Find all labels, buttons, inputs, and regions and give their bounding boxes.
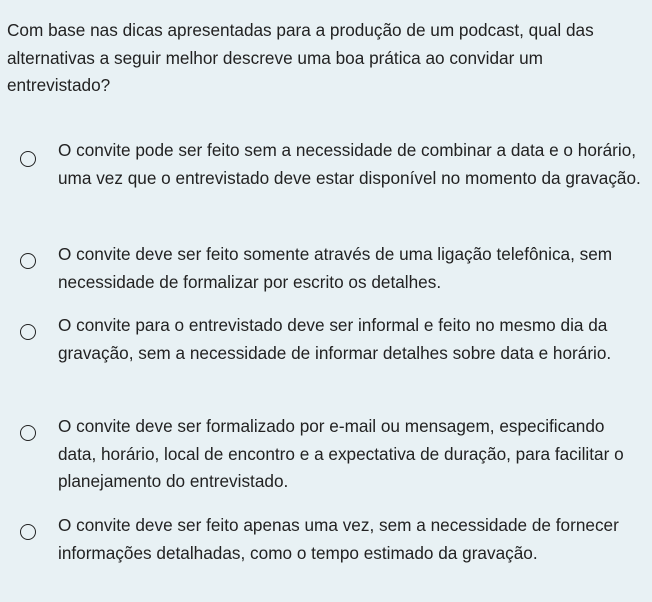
answer-option-1-label: O convite pode ser feito sem a necessidade de combinar a data e o horário, uma vez que o entrevistado deve estar disponível no momento da gravação. xyxy=(58,140,641,188)
question-text: Com base nas dicas apresentadas para a produção de um podcast, qual das alternativas a seguir melhor descreve uma boa prática ao convidar um entrevistado? xyxy=(7,20,594,95)
answer-option-4-label: O convite deve ser formalizado por e-mail ou mensagem, especificando data, horário, local de encontro e a expectativa de duração, para facilitar o planejamento do entrevistado. xyxy=(58,416,624,491)
radio-button-5[interactable] xyxy=(20,524,36,540)
answer-option-5-label: O convite deve ser feito apenas uma vez, sem a necessidade de fornecer informações detalhadas, como o tempo estimado da gravação. xyxy=(58,515,619,563)
answer-option-2-label: O convite deve ser feito somente através de uma ligação telefônica, sem necessidade de formalizar por escrito os detalhes. xyxy=(58,244,613,292)
radio-button-3[interactable] xyxy=(20,324,36,340)
answer-option-3-label: O convite para o entrevistado deve ser informal e feito no mesmo dia da gravação, sem a necessidade de informar detalhes sobre data e horário. xyxy=(58,315,612,363)
radio-button-1[interactable] xyxy=(20,151,36,167)
radio-button-2[interactable] xyxy=(20,253,36,269)
radio-button-4[interactable] xyxy=(20,425,36,441)
